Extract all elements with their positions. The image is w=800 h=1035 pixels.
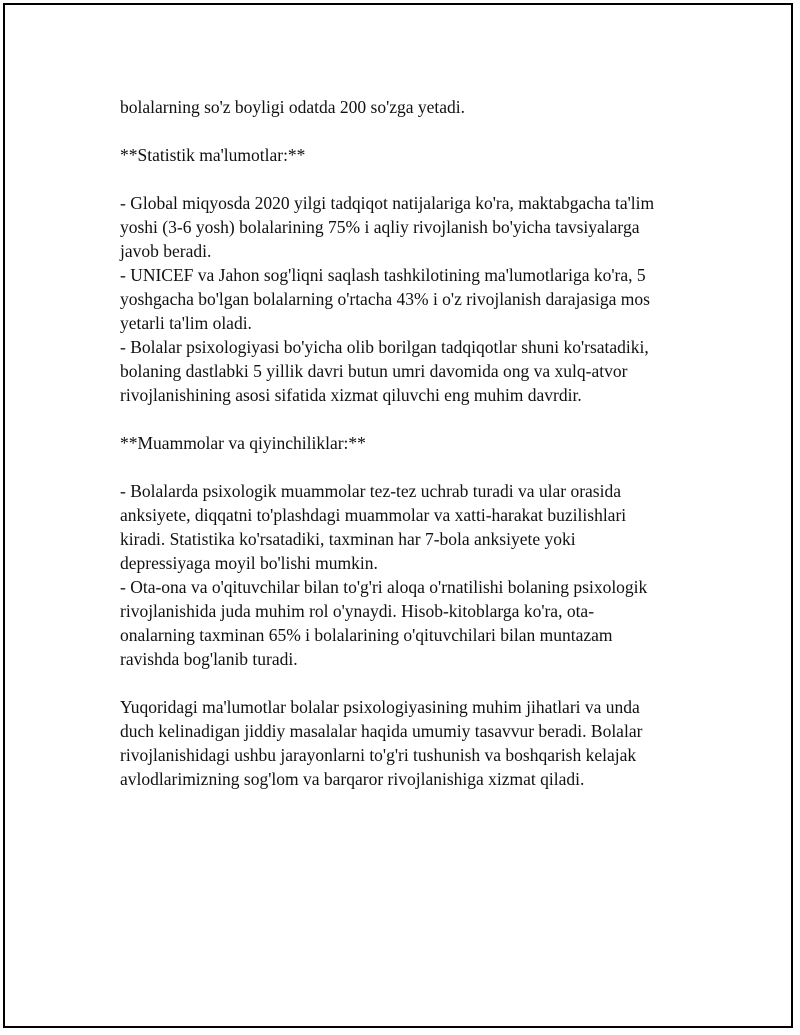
text-line: yetarli ta'lim oladi. xyxy=(120,313,252,333)
text-line: rivojlanishidagi ushbu jarayonlarni to'g'ri tushunish va boshqarish kelajak xyxy=(120,745,637,765)
text-line: - Bolalar psixologiyasi bo'yicha olib borilgan tadqiqotlar shuni ko'rsatadiki, xyxy=(120,337,649,357)
text-line: - Global miqyosda 2020 yilgi tadqiqot natijalariga ko'ra, maktabgacha ta'lim xyxy=(120,193,655,213)
text-line: bolalarning so'z boyligi odatda 200 so'zga yetadi. xyxy=(120,97,466,117)
text-line: - UNICEF va Jahon sog'liqni saqlash tashkilotining ma'lumotlariga ko'ra, 5 xyxy=(120,265,646,285)
text-line: - Bolalarda psixologik muammolar tez-tez uchrab turadi va ular orasida xyxy=(120,481,621,501)
text-line: kiradi. Statistika ko'rsatadiki, taxminan har 7-bola anksiyete yoki xyxy=(120,529,576,549)
text-line: duch kelinadigan jiddiy masalalar haqida umumiy tasavvur beradi. Bolalar xyxy=(120,721,643,741)
section-heading-problems: **Muammolar va qiyinchiliklar:** xyxy=(120,433,366,453)
blank-line xyxy=(120,167,700,191)
text-line: avlodlarimizning sog'lom va barqaror rivojlanishiga xizmat qiladi. xyxy=(120,769,585,789)
text-line: anksiyete, diqqatni to'plashdagi muammolar va xatti-harakat buzilishlari xyxy=(120,505,627,525)
text-line: yoshgacha bo'lgan bolalarning o'rtacha 43% i o'z rivojlanish darajasiga mos xyxy=(120,289,650,309)
text-line: ravishda bog'lanib turadi. xyxy=(120,649,298,669)
text-line: yoshi (3-6 yosh) bolalarining 75% i aqliy rivojlanish bo'yicha tavsiyalarga xyxy=(120,217,640,237)
document-page xyxy=(3,3,793,1028)
text-line: javob beradi. xyxy=(120,241,212,261)
document-body xyxy=(120,95,700,791)
blank-line xyxy=(120,671,700,695)
text-line: bolaning dastlabki 5 yillik davri butun umri davomida ong va xulq-atvor xyxy=(120,361,628,381)
text-line: Yuqoridagi ma'lumotlar bolalar psixologiyasining muhim jihatlari va unda xyxy=(120,697,640,717)
blank-line xyxy=(120,407,700,431)
text-line: onalarning taxminan 65% i bolalarining o'qituvchilari bilan muntazam xyxy=(120,625,613,645)
blank-line xyxy=(120,455,700,479)
text-line: rivojlanishida juda muhim rol o'ynaydi. Hisob-kitoblarga ko'ra, ota- xyxy=(120,601,595,621)
text-line: depressiyaga moyil bo'lishi mumkin. xyxy=(120,553,378,573)
text-line: - Ota-ona va o'qituvchilar bilan to'g'ri aloqa o'rnatilishi bolaning psixologik xyxy=(120,577,648,597)
blank-line xyxy=(120,119,700,143)
text-line: rivojlanishining asosi sifatida xizmat qiluvchi eng muhim davrdir. xyxy=(120,385,582,405)
section-heading-statistics: **Statistik ma'lumotlar:** xyxy=(120,145,306,165)
